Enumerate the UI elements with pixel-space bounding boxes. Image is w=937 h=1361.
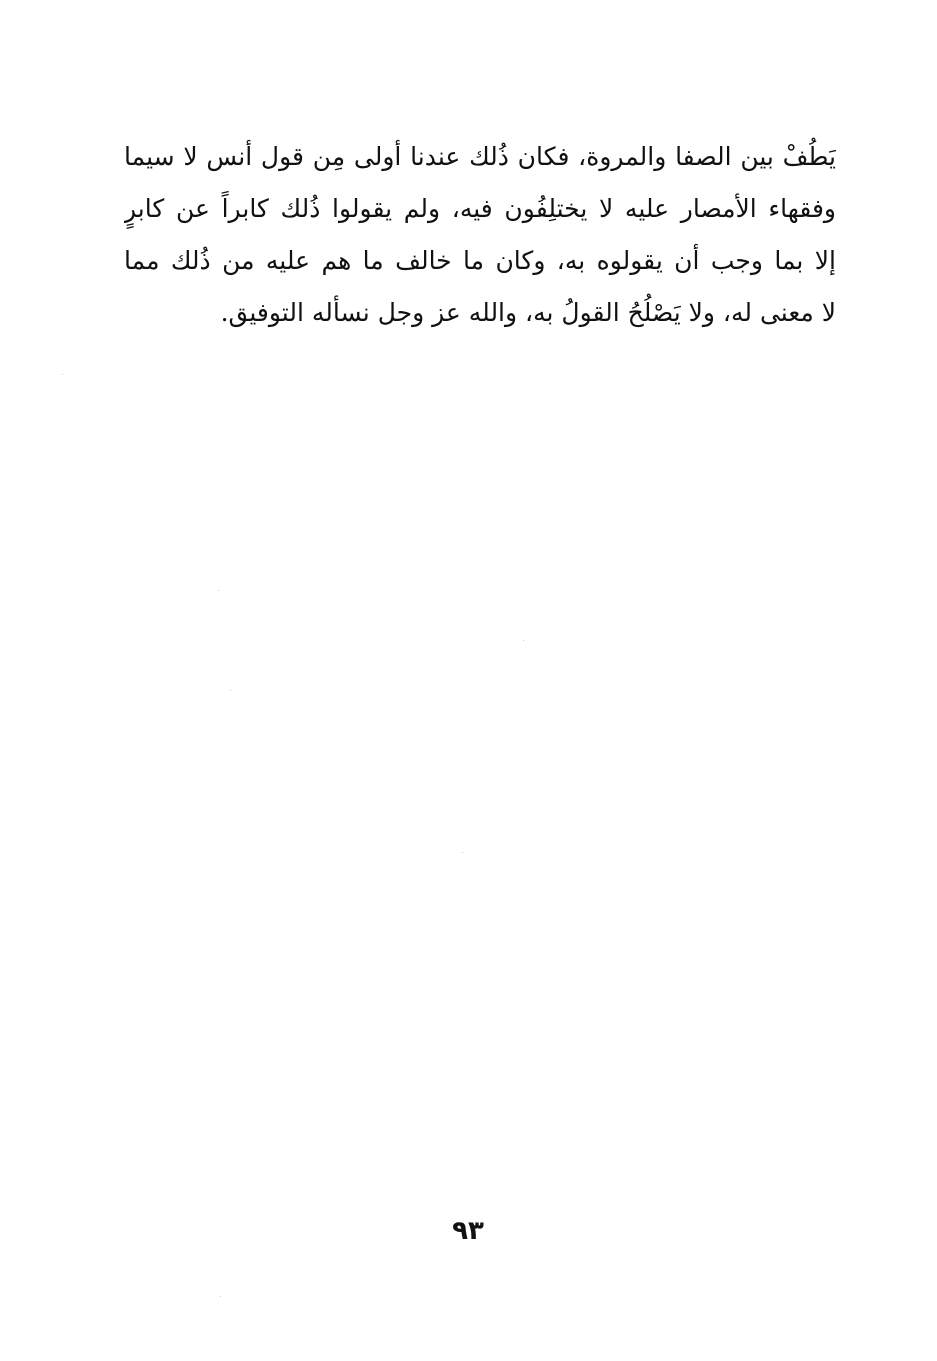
- text-line-2: وفقهاء الأمصار عليه لا يختلِفُون فيه، ولم يقولوا ذُلك كابراً عن كابرٍ: [124, 194, 836, 223]
- text-line-4: لا معنى له، ولا يَصْلُحُ القولُ به، والله عز وجل نسأله التوفيق.: [220, 298, 836, 327]
- scan-speck: [218, 590, 219, 591]
- page-number: ٩٣: [452, 1216, 484, 1246]
- scan-speck: [220, 1296, 221, 1297]
- scan-speck: [62, 374, 63, 375]
- body-text: [124, 133, 836, 341]
- text-line-1: يَطُفْ بين الصفا والمروة، فكان ذُلك عندنا أولى مِن قول أنس لا سيما: [124, 142, 836, 171]
- text-line-3: إلا بما وجب أن يقولوه به، وكان ما خالف ما هم عليه من ذُلك مما: [124, 246, 836, 275]
- scan-speck: [462, 852, 463, 853]
- scan-speck: [230, 690, 231, 691]
- scan-speck: [523, 640, 524, 641]
